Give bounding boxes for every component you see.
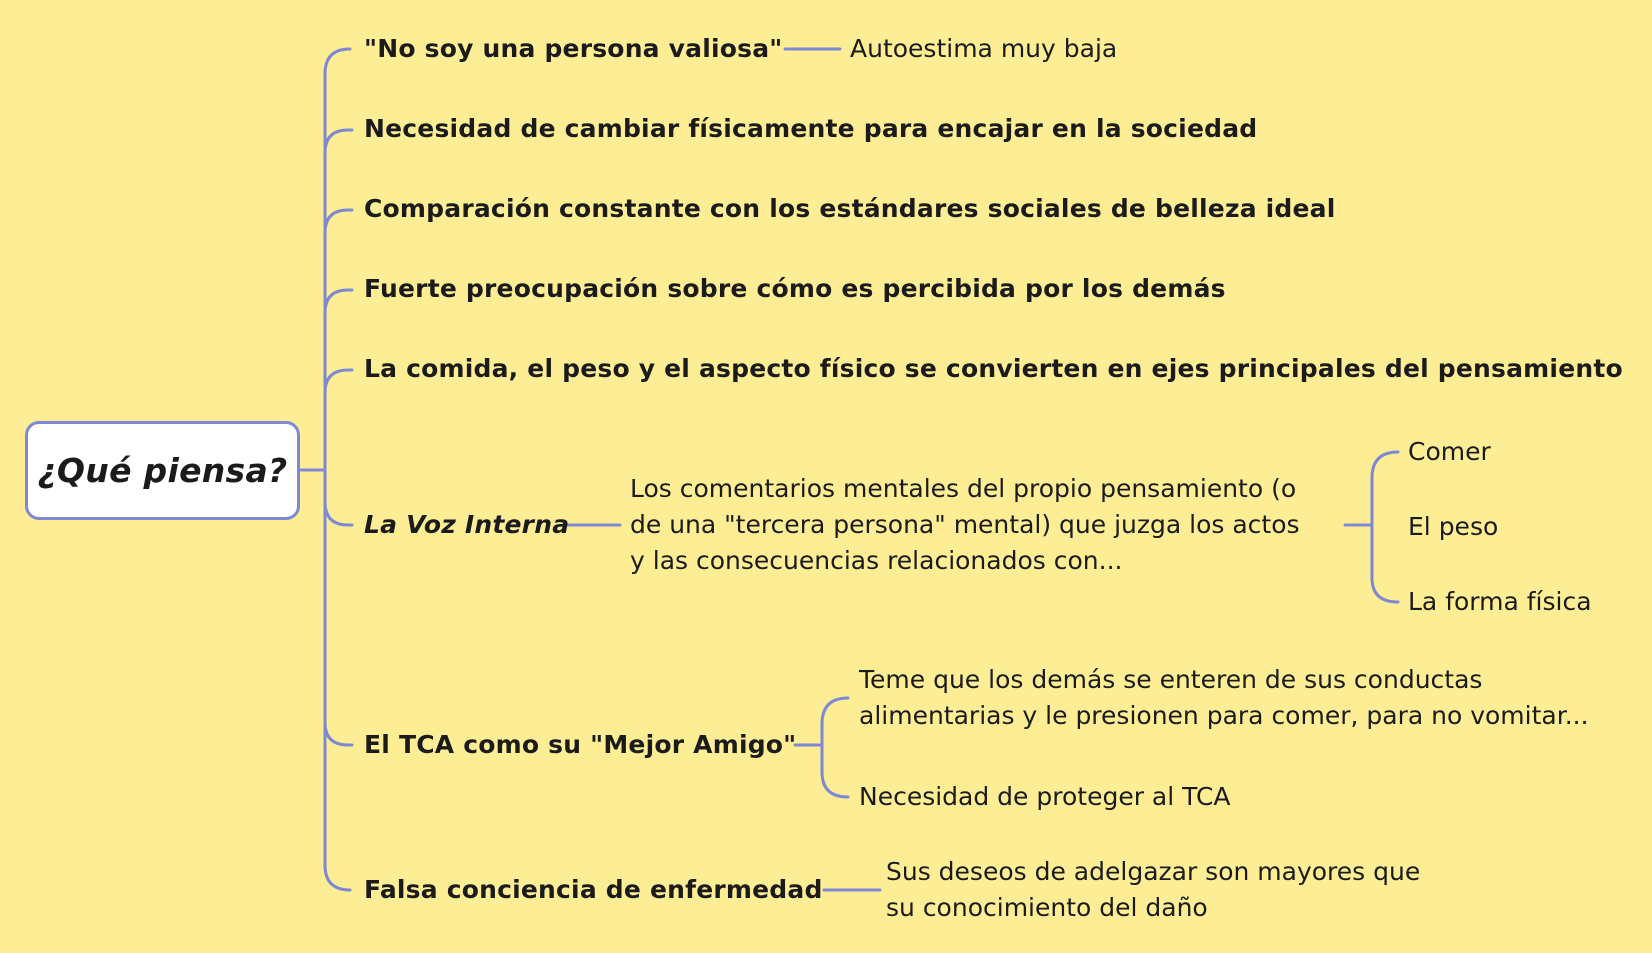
inner-voice-description-line: y las consecuencias relacionados con... [630, 546, 1123, 575]
best-friend-fear-line: alimentarias y le presionen para comer, para no vomitar... [859, 701, 1589, 730]
branch-false-awareness[interactable]: Falsa conciencia de enfermedad [364, 875, 823, 904]
branch-best-friend[interactable]: El TCA como su "Mejor Amigo" [364, 730, 797, 759]
inner-voice-item-eating[interactable]: Comer [1408, 437, 1491, 466]
inner-voice-item-body-shape[interactable]: La forma física [1408, 587, 1592, 616]
false-awareness-detail-line: su conocimiento del daño [886, 893, 1208, 922]
branch-inner-voice[interactable]: La Voz Interna [364, 510, 570, 539]
best-friend-protect[interactable]: Necesidad de proteger al TCA [859, 782, 1231, 811]
branch-physical-change[interactable]: Necesidad de cambiar físicamente para encajar en la sociedad [364, 114, 1258, 143]
branch-perception[interactable]: Fuerte preocupación sobre cómo es percibida por los demás [364, 274, 1226, 303]
inner-voice-description[interactable] [630, 471, 1300, 579]
branch-food-weight[interactable]: La comida, el peso y el aspecto físico se convierten en ejes principales del pensamiento [364, 354, 1623, 383]
inner-voice-description-line: de una "tercera persona" mental) que juzga los actos [630, 510, 1300, 539]
root-title: ¿Qué piensa? [37, 451, 288, 490]
false-awareness-detail-line: Sus deseos de adelgazar son mayores que [886, 857, 1421, 886]
branch-comparison[interactable]: Comparación constante con los estándares sociales de belleza ideal [364, 194, 1336, 223]
branch-self-worth-detail[interactable]: Autoestima muy baja [850, 34, 1118, 63]
best-friend-fear-line: Teme que los demás se enteren de sus conductas [859, 665, 1483, 694]
inner-voice-item-weight[interactable]: El peso [1408, 512, 1499, 541]
best-friend-fear[interactable] [859, 662, 1589, 734]
branch-self-worth[interactable]: "No soy una persona valiosa" [364, 34, 783, 63]
inner-voice-description-line: Los comentarios mentales del propio pensamiento (o [630, 474, 1297, 503]
root-node[interactable] [25, 421, 300, 520]
false-awareness-detail[interactable] [886, 854, 1420, 926]
